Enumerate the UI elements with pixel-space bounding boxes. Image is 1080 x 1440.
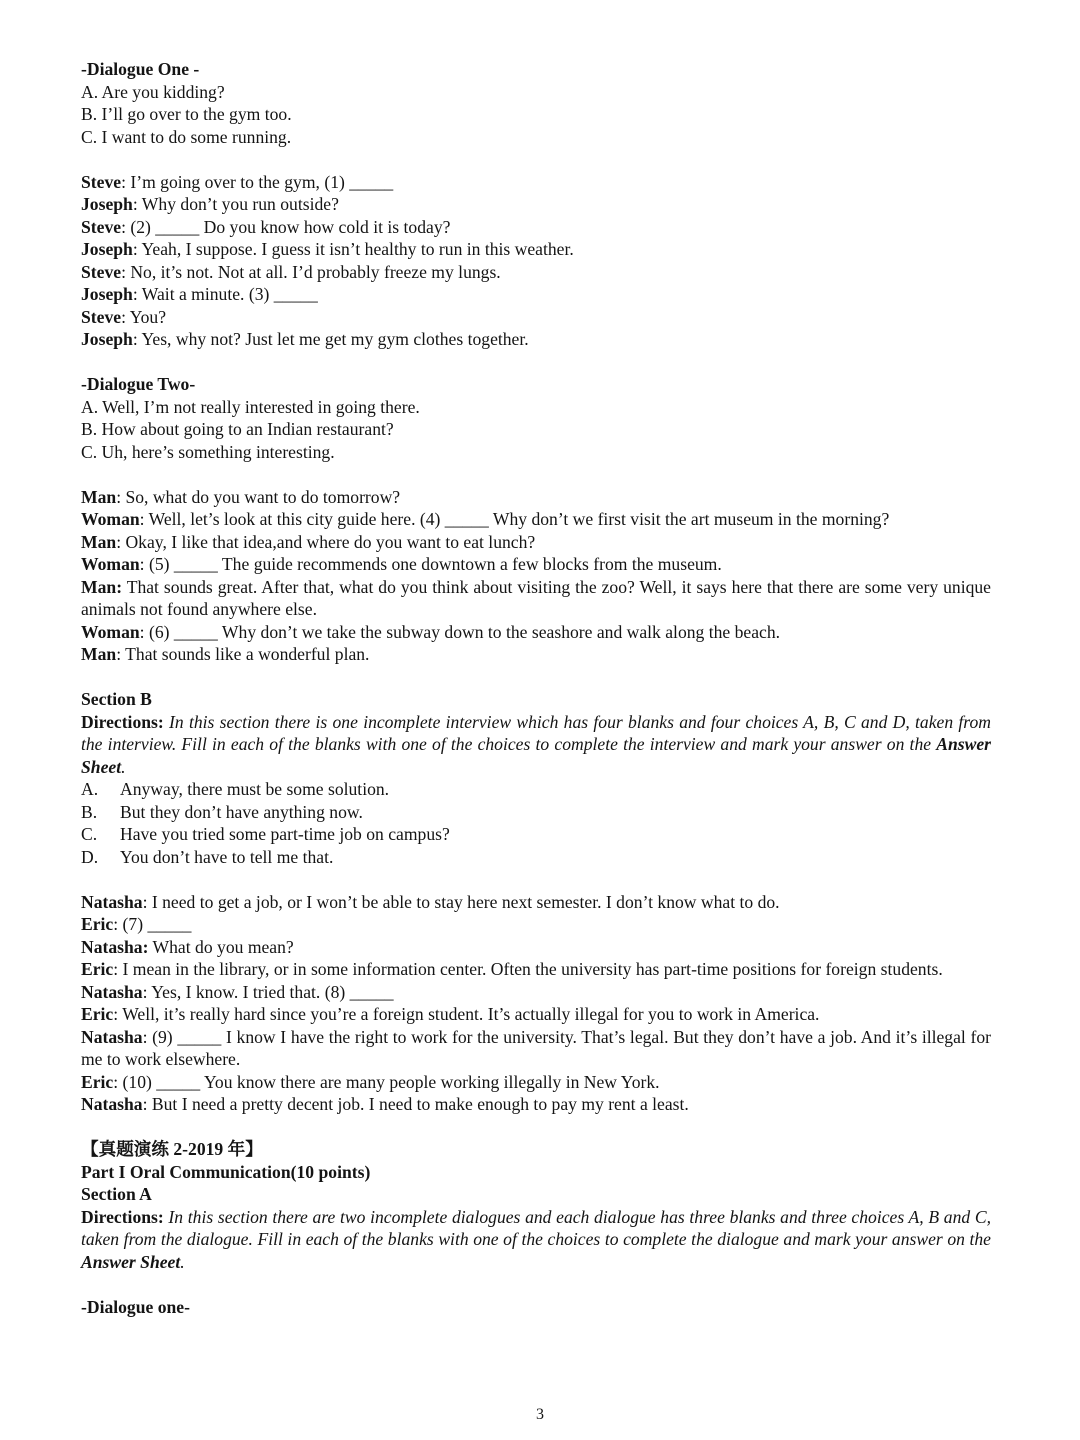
- dialogue-one-option-c: C. I want to do some running.: [81, 126, 292, 147]
- dialogue-line: Man: That sounds like a wonderful plan.: [81, 644, 370, 664]
- interview-line: Eric: Well, it’s really hard since you’re a foreign student. It’s actually illegal for you to work in America.: [81, 1004, 820, 1024]
- section-b-title: Section B: [81, 689, 152, 709]
- practice-heading: 【真题演练 2-2019 年】: [81, 1139, 263, 1159]
- interview-line: Natasha: What do you mean?: [81, 936, 294, 957]
- dialogue-one-option-b: B. I’ll go over to the gym too.: [81, 104, 292, 124]
- section-b-option: B. But they don’t have anything now.: [81, 801, 363, 822]
- interview-line: Natasha: (9) _____ I know I have the right to work for the university. That’s legal. But they don’t have a job. And it’s illegal for me to work elsewhere.: [81, 1026, 991, 1069]
- interview-line: Eric: (10) _____ You know there are many people working illegally in New York.: [81, 1071, 660, 1092]
- dialogue-line: Man: That sounds great. After that, what do you think about visiting the zoo? Well, it says here that there are some very unique animals not found anywhere else.: [81, 576, 991, 619]
- interview-line: Natasha: I need to get a job, or I won’t be able to stay here next semester. I don’t know what to do.: [81, 891, 780, 912]
- dialogue-two-option-c: C. Uh, here’s something interesting.: [81, 441, 335, 462]
- dialogue-line: Steve: (2) _____ Do you know how cold it is today?: [81, 216, 451, 237]
- practice-directions: Directions: In this section there are two incomplete dialogues and each dialogue has three blanks and three choices A, B and C, taken from the dialogue. Fill in each of the blanks with one of the choices to complete the dialogue and mark your answer on the Answer Sheet.: [81, 1206, 991, 1272]
- dialogue-line: Man: Okay, I like that idea,and where do you want to eat lunch?: [81, 531, 536, 552]
- dialogue-line: Steve: No, it’s not. Not at all. I’d probably freeze my lungs.: [81, 261, 501, 282]
- page-number: 3: [536, 1406, 544, 1423]
- practice-part-title: Part I Oral Communication(10 points): [81, 1161, 371, 1182]
- interview-line: Natasha: Yes, I know. I tried that. (8) _____: [81, 981, 394, 1002]
- practice-section-title: Section A: [81, 1184, 152, 1204]
- interview-line: Eric: (7) _____: [81, 914, 192, 934]
- section-b-option: D. You don’t have to tell me that.: [81, 846, 334, 867]
- interview-line: Natasha: But I need a pretty decent job. I need to make enough to pay my rent a least.: [81, 1094, 689, 1114]
- dialogue-line: Woman: Well, let’s look at this city guide here. (4) _____ Why don’t we first visit the art museum in the morning?: [81, 509, 890, 529]
- dialogue-line: Steve: You?: [81, 306, 167, 327]
- section-b-directions: Directions: In this section there is one incomplete interview which has four blanks and four choices A, B, C and D, taken from the interview. Fill in each of the blanks with one of the choices to complete the interview and mark your answer on the Answer Sheet.: [81, 711, 991, 777]
- section-b-option: C. Have you tried some part-time job on campus?: [81, 824, 450, 844]
- dialogue-line: Steve: I’m going over to the gym, (1) _____: [81, 171, 394, 192]
- interview-line: Eric: I mean in the library, or in some information center. Often the university has part-time positions for foreign students.: [81, 959, 943, 979]
- dialogue-one-option-a: A. Are you kidding?: [81, 81, 225, 102]
- section-b-option: A. Anyway, there must be some solution.: [81, 779, 390, 799]
- dialogue-one-title: -Dialogue One -: [81, 59, 200, 79]
- dialogue-line: Woman: (5) _____ The guide recommends one downtown a few blocks from the museum.: [81, 554, 722, 574]
- dialogue-line: Joseph: Yeah, I suppose. I guess it isn’t healthy to run in this weather.: [81, 239, 574, 259]
- dialogue-two-title: -Dialogue Two-: [81, 374, 196, 394]
- dialogue-two-option-b: B. How about going to an Indian restaurant?: [81, 419, 394, 439]
- dialogue-line: Joseph: Wait a minute. (3) _____: [81, 284, 318, 304]
- dialogue-line: Woman: (6) _____ Why don’t we take the subway down to the seashore and walk along the beach.: [81, 621, 781, 642]
- dialogue-line: Joseph: Yes, why not? Just let me get my gym clothes together.: [81, 329, 529, 349]
- document-page: [81, 58, 991, 1318]
- dialogue-line: Joseph: Why don’t you run outside?: [81, 194, 339, 214]
- dialogue-line: Man: So, what do you want to do tomorrow?: [81, 486, 401, 507]
- dialogue-two-option-a: A. Well, I’m not really interested in going there.: [81, 396, 420, 417]
- practice-dialogue-title: -Dialogue one-: [81, 1296, 190, 1317]
